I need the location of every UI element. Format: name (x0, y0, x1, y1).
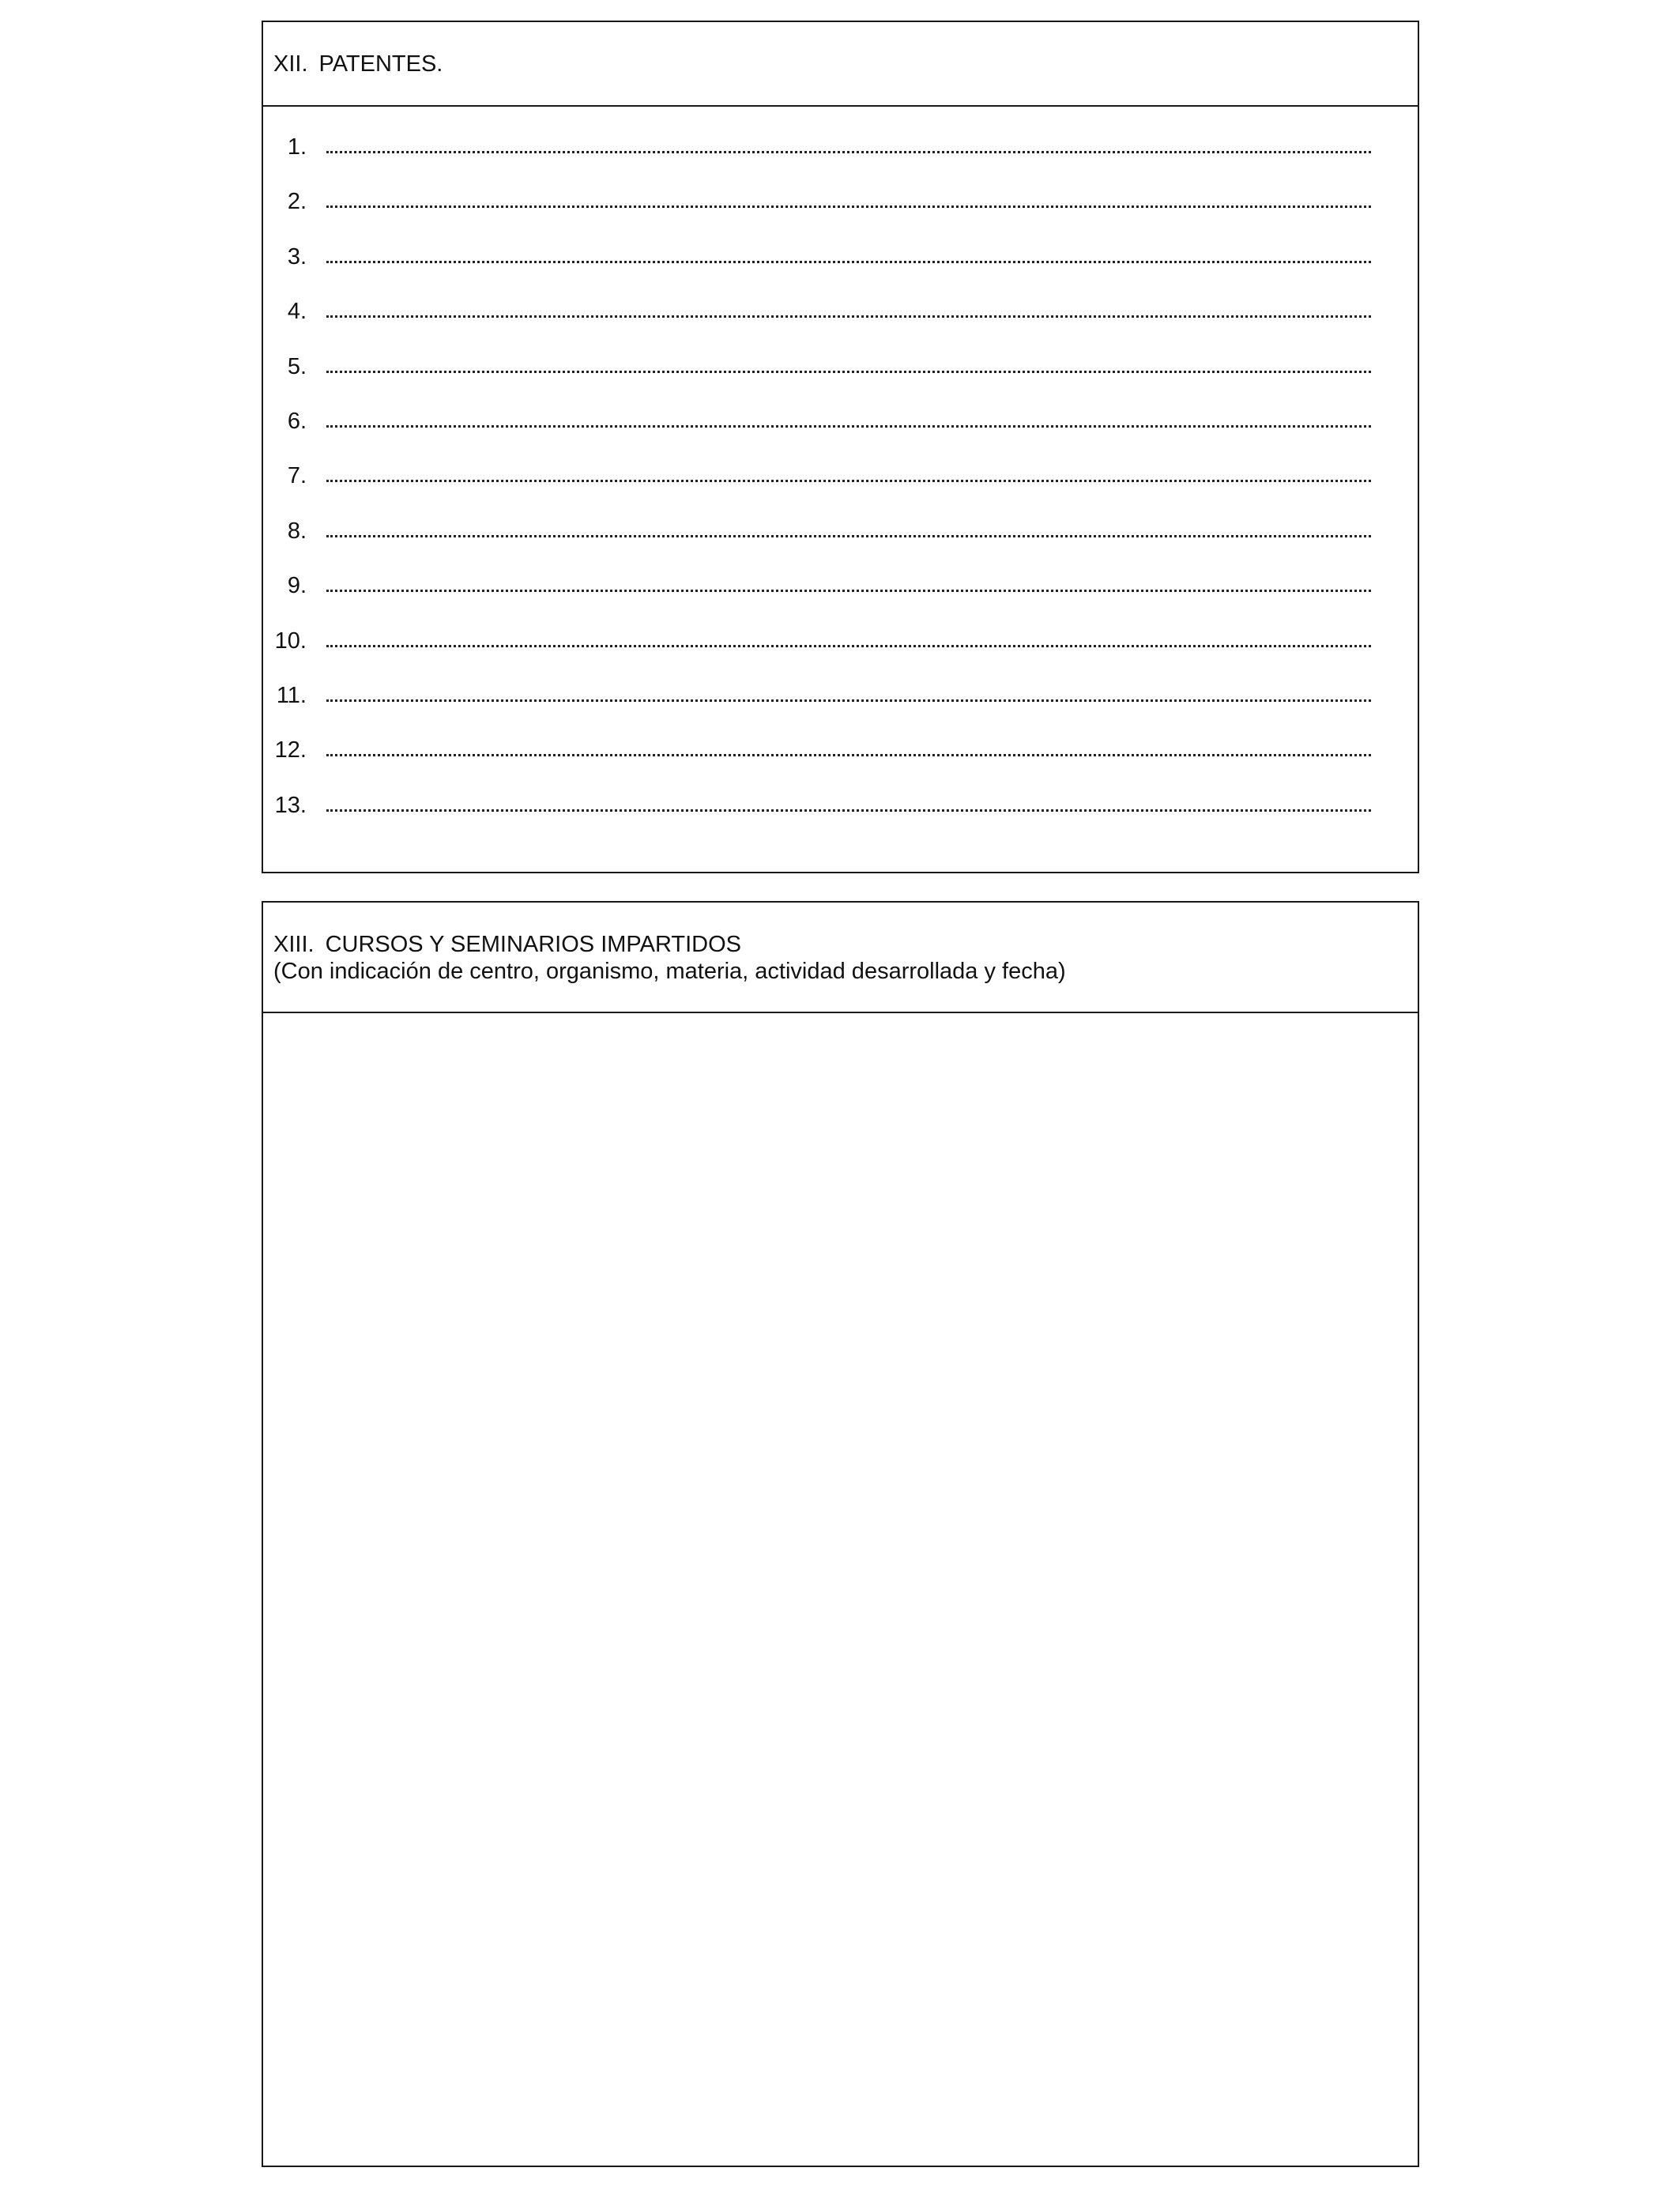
item-number: 4. (287, 299, 307, 325)
list-item (263, 134, 1418, 188)
item-number: 9. (287, 573, 307, 599)
list-item (263, 518, 1418, 572)
section-subtitle: (Con indicación de centro, organismo, materia, actividad desarrollada y fecha) (273, 959, 1066, 984)
list-item (263, 572, 1418, 627)
dotted-entry-line[interactable] (326, 590, 1371, 592)
list-item (263, 737, 1418, 791)
dotted-entry-line[interactable] (326, 754, 1371, 756)
item-number: 13. (274, 792, 307, 818)
section-title: CURSOS Y SEMINARIOS IMPARTIDOS (325, 932, 741, 957)
list-item (263, 408, 1418, 462)
item-number: 8. (287, 518, 307, 544)
list-item (263, 462, 1418, 517)
list-item (263, 682, 1418, 737)
item-number: 5. (287, 353, 307, 379)
dotted-entry-line[interactable] (326, 809, 1371, 812)
list-item (263, 792, 1418, 846)
section-heading-line (273, 931, 1418, 958)
section-number: XII. (273, 51, 308, 77)
dotted-entry-line[interactable] (326, 645, 1371, 647)
dotted-entry-line[interactable] (326, 371, 1371, 373)
dotted-entry-line[interactable] (326, 151, 1371, 153)
item-number: 2. (287, 189, 307, 215)
section-header (263, 903, 1418, 1013)
patent-list (263, 107, 1418, 846)
item-number: 10. (274, 628, 307, 654)
list-item (263, 628, 1418, 682)
item-number: 1. (287, 134, 307, 160)
list-item (263, 353, 1418, 408)
dotted-entry-line[interactable] (326, 699, 1371, 702)
item-number: 12. (274, 737, 307, 763)
list-item (263, 188, 1418, 243)
dotted-entry-line[interactable] (326, 480, 1371, 482)
item-number: 11. (276, 682, 307, 708)
item-number: 6. (287, 408, 307, 434)
section-cursos (262, 901, 1419, 2167)
dotted-entry-line[interactable] (326, 315, 1371, 318)
section-number: XIII. (273, 932, 315, 957)
list-item (263, 243, 1418, 298)
dotted-entry-line[interactable] (326, 425, 1371, 428)
dotted-entry-line[interactable] (326, 261, 1371, 263)
item-number: 7. (287, 463, 307, 489)
dotted-entry-line[interactable] (326, 205, 1371, 208)
free-text-area[interactable] (263, 1013, 1418, 2166)
section-header (263, 22, 1418, 107)
section-patentes (262, 21, 1419, 873)
list-item (263, 298, 1418, 352)
section-title: PATENTES. (318, 51, 443, 77)
dotted-entry-line[interactable] (326, 535, 1371, 537)
item-number: 3. (287, 243, 307, 270)
